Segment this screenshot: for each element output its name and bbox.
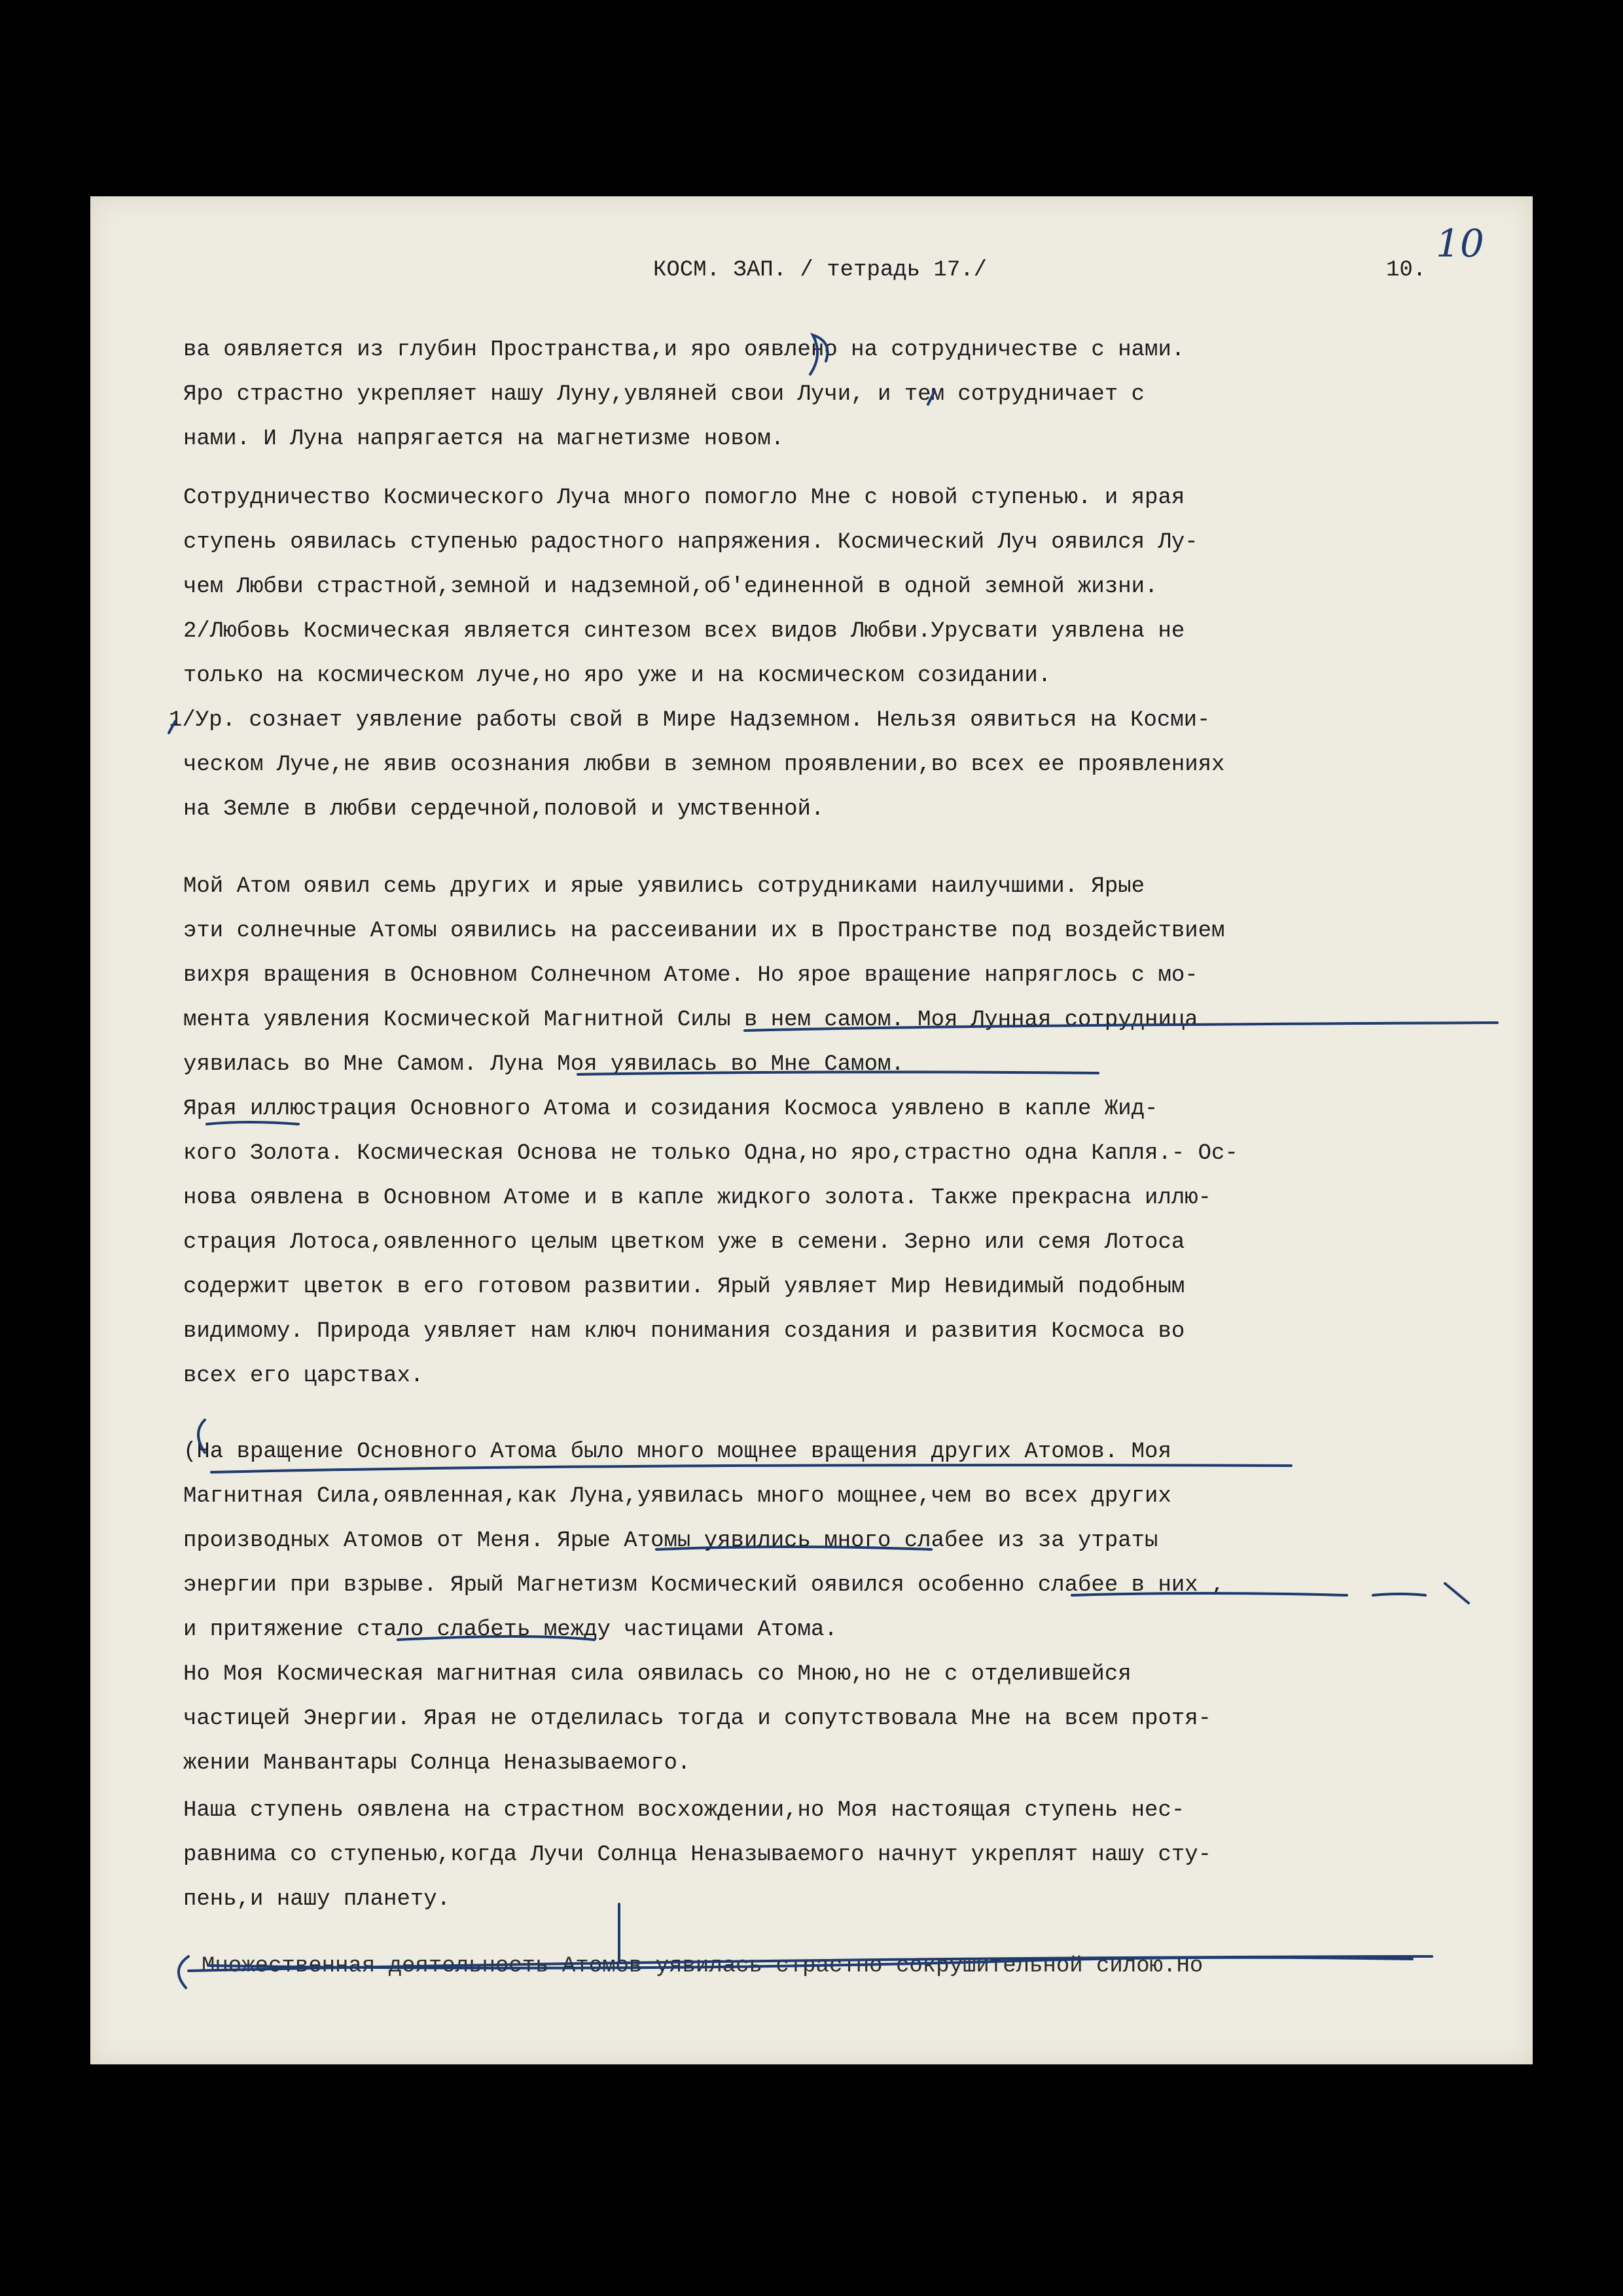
text-line: Мой Атом оявил семь других и ярые уявились сотрудниками наилучшими. Ярые (183, 874, 1145, 899)
text-line: и притяжение стало слабеть между частицами Атома. (183, 1617, 838, 1642)
text-line: нова оявлена в Основном Атоме и в капле жидкого золота. Также прекрасна иллю- (183, 1186, 1212, 1210)
text-line: Магнитная Сила,оявленная,как Луна,уявилась много мощнее,чем во всех других (183, 1484, 1171, 1509)
text-line: Яро страстно укрепляет нашу Луну,увляней свои Лучи, и тем сотрудничает с (183, 382, 1145, 407)
text-line: Сотрудничество Космического Луча много помогло Мне с новой ступенью. и ярая (183, 486, 1185, 510)
text-line: 1/Ур. сознает уявление работы свой в Мире Надземном. Нельзя оявиться на Косми- (169, 708, 1211, 733)
handwritten-annotations (90, 196, 1533, 2064)
text-line: ческом Луче,не явив осознания любви в земном проявлении,во всех ее проявлениях (183, 752, 1225, 777)
pen-bracket (179, 1956, 188, 1988)
document-page (90, 196, 1533, 2064)
text-line: производных Атомов от Меня. Ярые Атомы уявились много слабее из за утраты (183, 1528, 1158, 1553)
text-line: страция Лотоса,оявленного целым цветком уже в семени. Зерно или семя Лотоса (183, 1230, 1185, 1255)
text-line: вихря вращения в Основном Солнечном Атоме. Но ярое вращение напряглось с мо- (183, 963, 1198, 988)
text-line: всех его царствах. (183, 1364, 424, 1388)
text-line: мента уявления Космической Магнитной Силы в нем самом. Моя Лунная сотрудница (183, 1008, 1198, 1033)
text-line: уявилась во Мне Самом. Луна Моя уявилась во Мне Самом. (183, 1052, 904, 1077)
text-line: нами. И Луна напрягается на магнетизме новом. (183, 427, 785, 451)
text-line: жении Манвантары Солнца Неназываемого. (183, 1751, 691, 1776)
text-line: частицей Энергии. Ярая не отделилась тогда и сопутствовала Мне на всем протя- (183, 1706, 1212, 1731)
text-line: содержит цветок в его готовом развитии. Ярый уявляет Мир Невидимый подобным (183, 1275, 1185, 1299)
text-line: кого Золота. Космическая Основа не только Одна,но яро,страстно одна Капля.- Ос- (183, 1141, 1238, 1166)
text-line: ступень оявилась ступенью радостного напряжения. Космический Луч оявился Лу- (183, 530, 1198, 555)
text-line: 2/Любовь Космическая является синтезом всех видов Любви.Урусвати уявлена не (183, 619, 1185, 644)
text-line: эти солнечные Атомы оявились на рассеивании их в Пространстве под воздействием (183, 919, 1225, 944)
text-line: чем Любви страстной,земной и надземной,об'единенной в одной земной жизни. (183, 574, 1158, 599)
text-line: равнима со ступенью,когда Лучи Солнца Неназываемого начнут укреплят нашу сту- (183, 1843, 1212, 1867)
page-number: 10. (1386, 258, 1427, 283)
text-line: ва оявляется из глубин Пространства,и яро оявлено на сотрудничестве с нами. (183, 338, 1185, 362)
text-line: Но Моя Космическая магнитная сила оявилась со Мною,но не с отделившейся (183, 1662, 1132, 1687)
handwritten-page-number: 10 (1436, 221, 1484, 266)
pen-mark (1445, 1583, 1469, 1603)
text-line: Наша ступень оявлена на страстном восхождении,но Моя настоящая ступень нес- (183, 1798, 1185, 1823)
struck-out-line: Множественная деятельность Атомов уявилась страстно сокрушительной силою.Но (202, 1954, 1204, 1979)
text-line: видимому. Природа уявляет нам ключ понимания создания и развития Космоса во (183, 1319, 1185, 1344)
text-line: на Земле в любви сердечной,половой и умственной. (183, 797, 825, 822)
text-line: пень,и нашу планету. (183, 1887, 451, 1912)
page-title: КОСМ. ЗАП. / тетрадь 17./ (653, 258, 988, 283)
text-line: Ярая иллюстрация Основного Атома и созидания Космоса уявлено в капле Жид- (183, 1097, 1158, 1122)
text-line: энергии при взрыве. Ярый Магнетизм Космический оявился особенно слабее в них , (183, 1573, 1225, 1598)
text-line: (На вращение Основного Атома было много мощнее вращения других Атомов. Моя (183, 1439, 1171, 1464)
pen-underline (207, 1122, 298, 1124)
text-line: только на космическом луче,но яро уже и на космическом созидании. (183, 663, 1052, 688)
